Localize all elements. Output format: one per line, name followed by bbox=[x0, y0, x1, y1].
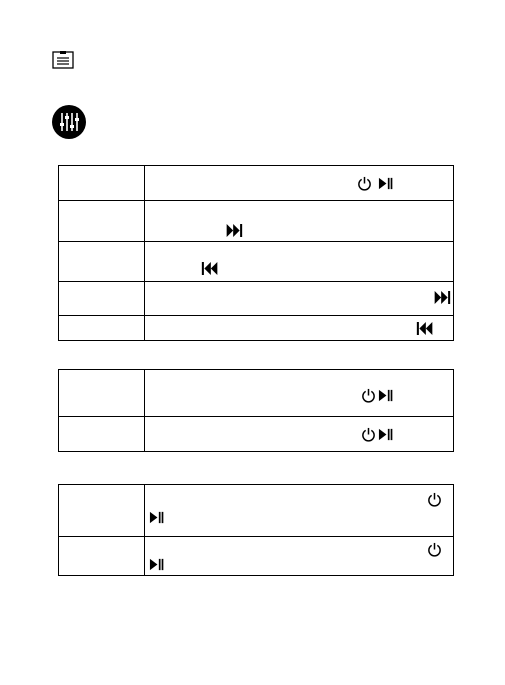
play-pause-icon bbox=[378, 176, 393, 191]
table-cell bbox=[145, 282, 454, 316]
table-row bbox=[59, 316, 454, 341]
controls-table-1 bbox=[58, 165, 454, 341]
table-cell bbox=[59, 201, 145, 242]
table-cell bbox=[59, 417, 145, 452]
table-row bbox=[59, 166, 454, 201]
controls-table-2 bbox=[58, 369, 454, 452]
play-pause-icon bbox=[378, 427, 393, 442]
power-icon bbox=[427, 542, 442, 557]
table-cell bbox=[145, 201, 454, 242]
next-track-icon bbox=[226, 224, 244, 237]
table-cell bbox=[59, 370, 145, 417]
table-row bbox=[59, 485, 454, 537]
play-pause-icon bbox=[149, 557, 164, 572]
table-cell bbox=[59, 537, 145, 576]
next-track-icon bbox=[434, 291, 452, 304]
table-row bbox=[59, 242, 454, 282]
table-cell bbox=[59, 282, 145, 316]
table-cell bbox=[59, 242, 145, 282]
table-row bbox=[59, 537, 454, 576]
table-cell bbox=[145, 485, 454, 537]
table-row bbox=[59, 282, 454, 316]
previous-track-icon bbox=[200, 262, 218, 275]
previous-track-icon bbox=[415, 322, 433, 335]
table-cell bbox=[145, 242, 454, 282]
table-row bbox=[59, 370, 454, 417]
table-cell bbox=[145, 537, 454, 576]
table-row bbox=[59, 417, 454, 452]
power-icon bbox=[361, 427, 376, 442]
table-cell bbox=[145, 417, 454, 452]
power-icon bbox=[361, 388, 376, 403]
play-pause-icon bbox=[149, 510, 164, 525]
controls-table-3 bbox=[58, 484, 454, 576]
power-icon bbox=[427, 492, 442, 507]
table-cell bbox=[145, 370, 454, 417]
equalizer-settings-icon bbox=[52, 105, 86, 139]
table-cell bbox=[59, 166, 145, 201]
power-icon bbox=[357, 176, 372, 191]
note-icon bbox=[52, 51, 74, 69]
table-row bbox=[59, 201, 454, 242]
table-cell bbox=[59, 485, 145, 537]
play-pause-icon bbox=[378, 388, 393, 403]
table-cell bbox=[145, 166, 454, 201]
table-cell bbox=[59, 316, 145, 341]
table-cell bbox=[145, 316, 454, 341]
